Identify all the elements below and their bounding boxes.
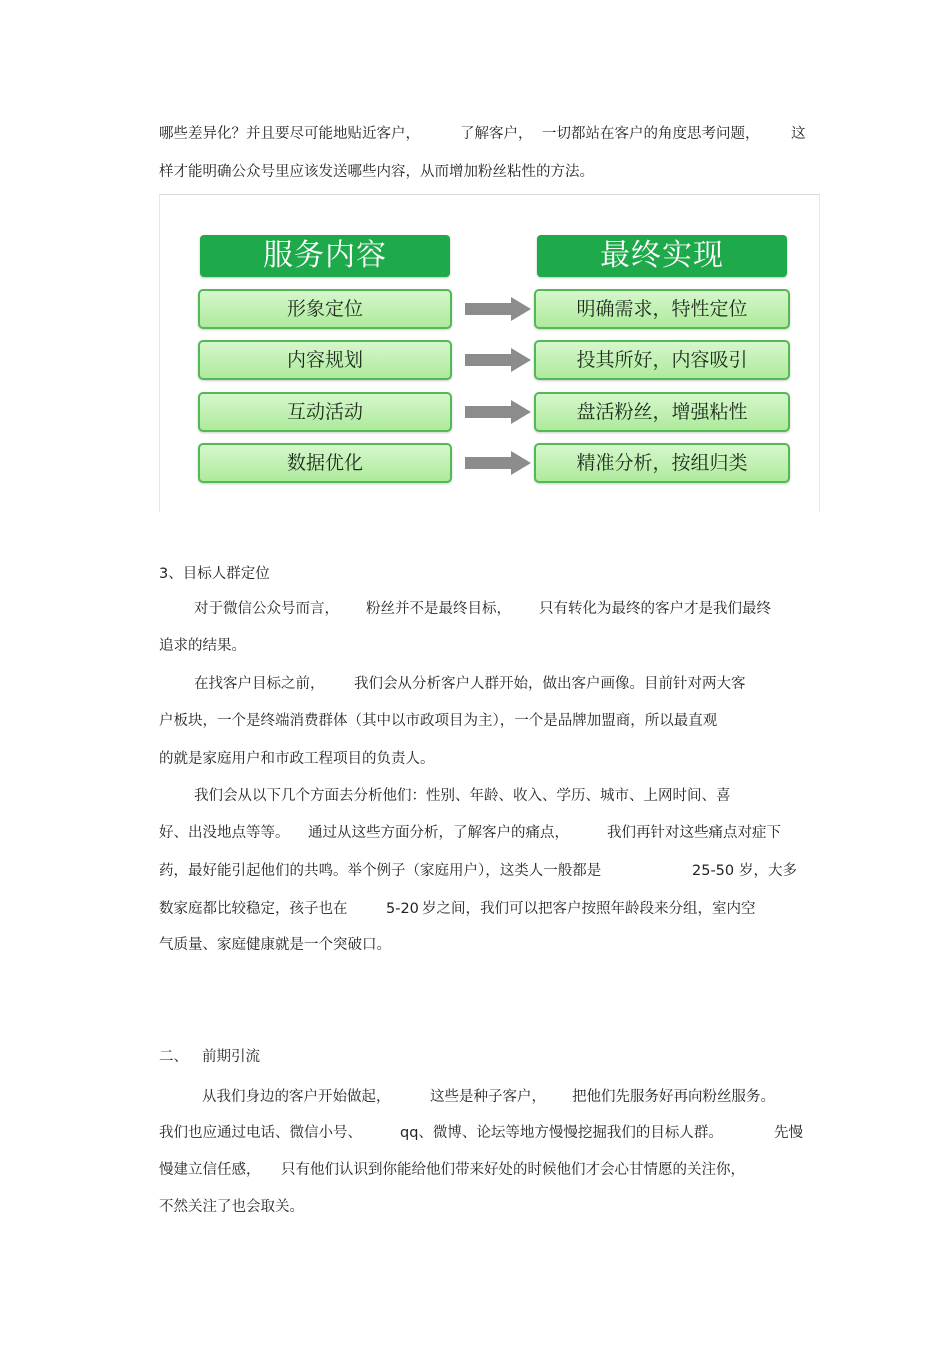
- paragraph-line: 的就是家庭用户和市政工程项目的负责人。: [159, 751, 435, 767]
- paragraph-line: [791, 124, 806, 144]
- text-segment: 哪些差异化？并且要尽可能地贴近客户，: [159, 126, 420, 142]
- paragraph-line: 粉丝并不是最终目标，: [366, 601, 511, 617]
- paragraph-line: [159, 124, 420, 144]
- left-box-4: 数据优化: [198, 443, 452, 483]
- paragraph-line: 在找客户目标之前，: [194, 676, 325, 692]
- paragraph-line: 从我们身边的客户开始做起，: [202, 1089, 391, 1105]
- paragraph-line: 只有他们认识到你能给他们带来好处的时候他们才会心甘情愿的关注你，: [281, 1162, 745, 1178]
- paragraph-line: 岁之间，我们可以把客户按照年龄段来分组，室内空: [422, 901, 756, 917]
- paragraph-line: 药，最好能引起他们的共鸣。举个例子（家庭用户），这类人一般都是: [159, 863, 602, 879]
- service-content-figure: [159, 194, 820, 512]
- paragraph-line: 我们也应通过电话、微信小号、: [159, 1125, 362, 1141]
- left-box-1: 形象定位: [198, 289, 452, 329]
- paragraph-line: [542, 124, 760, 144]
- paragraph-line: 25-50: [692, 863, 735, 879]
- paragraph-line: 我们会从以下几个方面去分析他们：性别、年龄、收入、学历、城市、上网时间、喜: [194, 788, 731, 804]
- text-segment: 一切都站在客户的角度思考问题，: [542, 126, 760, 142]
- left-box-2: 内容规划: [198, 340, 452, 380]
- left-header: 服务内容: [200, 235, 450, 277]
- paragraph-line: 5-20: [386, 901, 419, 917]
- paragraph-line: 户板块，一个是终端消费群体（其中以市政项目为主），一个是品牌加盟商，所以最直观: [159, 713, 718, 729]
- paragraph-line: 数家庭都比较稳定，孩子也在: [159, 901, 348, 917]
- paragraph-line: 通过从这些方面分析，了解客户的痛点，: [308, 825, 569, 841]
- paragraph-line: 好、出没地点等等。: [159, 825, 290, 841]
- arrow-right-icon: [465, 296, 533, 322]
- paragraph-line: 对于微信公众号而言，: [194, 601, 339, 617]
- arrow-right-icon: [465, 347, 533, 373]
- paragraph-line: 慢建立信任感，: [159, 1162, 261, 1178]
- paragraph-line: 岁，大多: [739, 863, 797, 879]
- right-header: 最终实现: [537, 235, 787, 277]
- paragraph-line: 把他们先服务好再向粉丝服务。: [572, 1089, 775, 1105]
- paragraph-line: [460, 124, 533, 144]
- right-box-2: 投其所好，内容吸引: [534, 340, 790, 380]
- paragraph-line: 这些是种子客户，: [430, 1089, 546, 1105]
- paragraph-line: 我们会从分析客户人群开始，做出客户画像。目前针对两大客: [354, 676, 746, 692]
- paragraph-line: 先慢: [774, 1125, 803, 1141]
- paragraph-line: 只有转化为最终的客户才是我们最终: [539, 601, 771, 617]
- right-box-3: 盘活粉丝，增强粘性: [534, 392, 790, 432]
- text-segment: 了解客户，: [460, 126, 533, 142]
- arrow-right-icon: [465, 399, 533, 425]
- paragraph-line: 样才能明确公众号里应该发送哪些内容，从而增加粉丝粘性的方法。: [159, 164, 594, 180]
- left-box-3: 互动活动: [198, 392, 452, 432]
- section-heading: 前期引流: [202, 1049, 260, 1065]
- paragraph-line: qq、微博、论坛等地方慢慢挖掘我们的目标人群。: [400, 1125, 723, 1141]
- section-heading: 3、目标人群定位: [159, 566, 270, 582]
- paragraph-line: 气质量、家庭健康就是一个突破口。: [159, 937, 391, 953]
- right-box-4: 精准分析，按组归类: [534, 443, 790, 483]
- text-segment: 这: [791, 126, 806, 142]
- paragraph-line: 我们再针对这些痛点对症下: [607, 825, 781, 841]
- right-box-1: 明确需求，特性定位: [534, 289, 790, 329]
- arrow-right-icon: [465, 450, 533, 476]
- paragraph-line: 追求的结果。: [159, 638, 246, 654]
- paragraph-line: 不然关注了也会取关。: [159, 1199, 304, 1215]
- section-heading: 二、: [159, 1049, 188, 1065]
